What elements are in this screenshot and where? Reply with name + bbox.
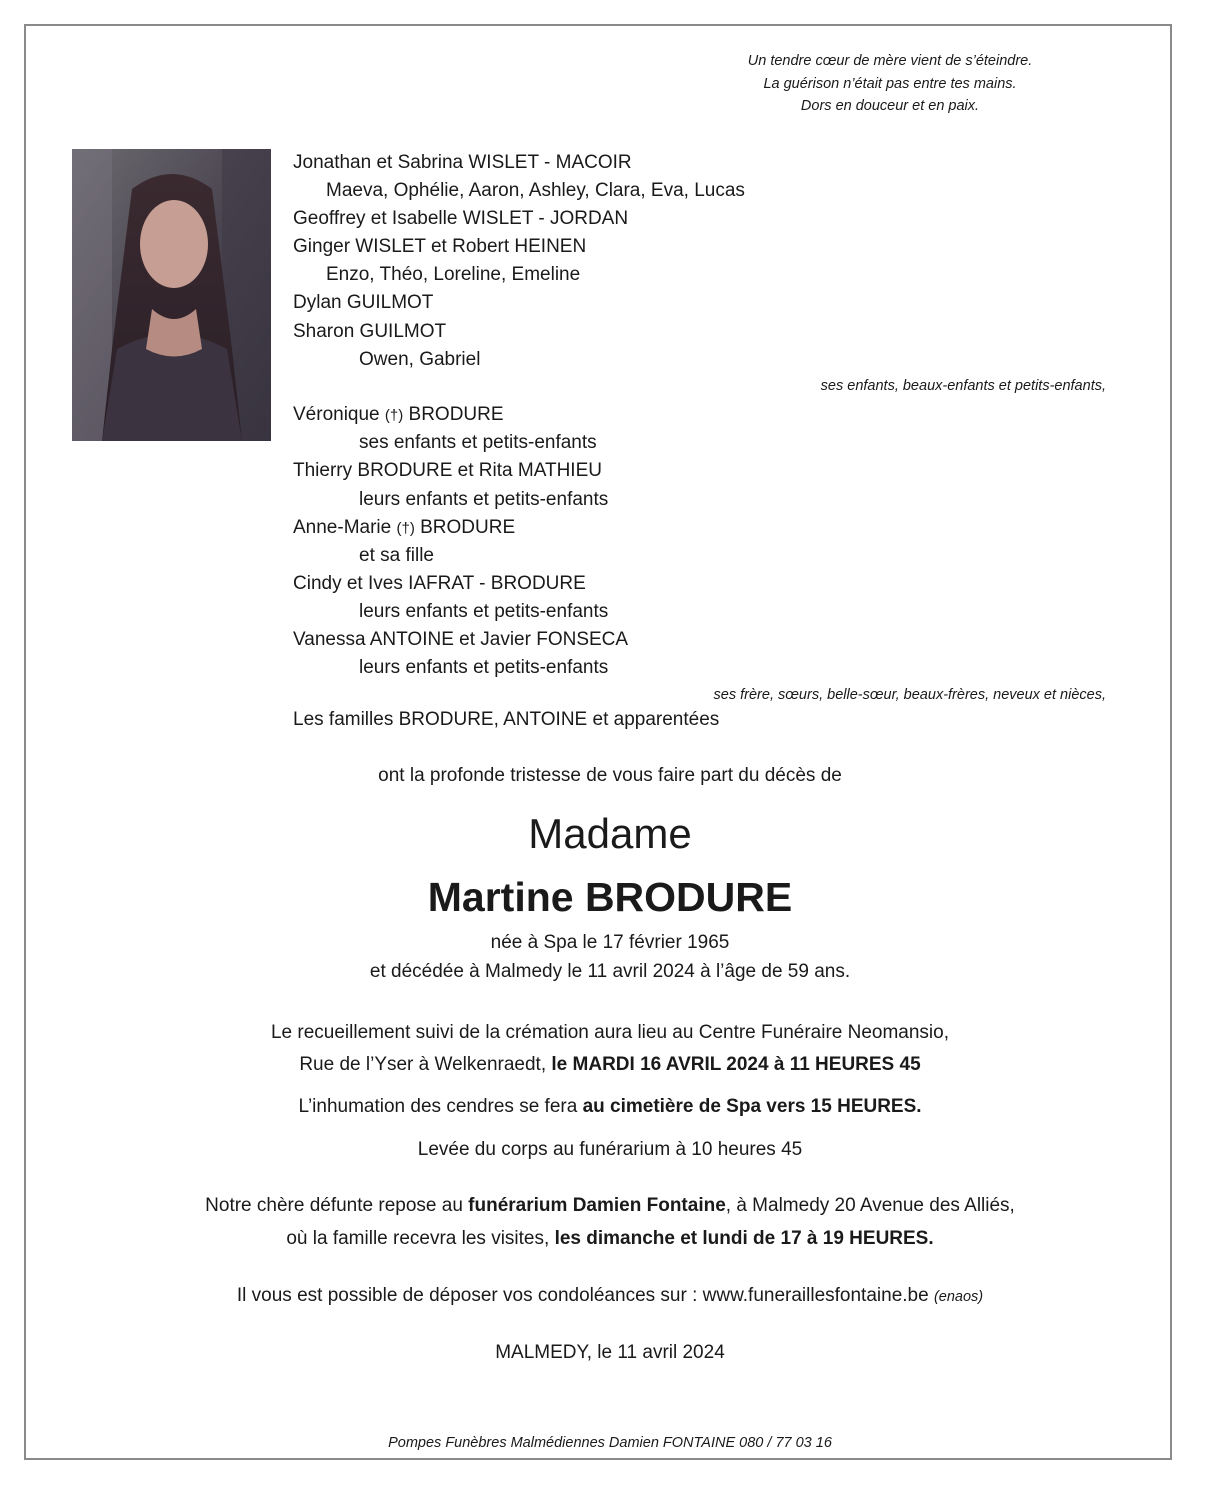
family-line: Geoffrey et Isabelle WISLET - JORDAN <box>293 208 629 229</box>
family-line: leurs enfants et petits-enfants <box>359 657 609 678</box>
family-line: Sharon GUILMOT <box>293 321 447 342</box>
name-part: BRODURE <box>414 517 516 538</box>
family-line: et sa fille <box>359 545 434 566</box>
family-line: Cindy et Ives IAFRAT - BRODURE <box>293 573 586 594</box>
death-info: et décédée à Malmedy le 11 avril 2024 à l’âge de 59 ans. <box>369 961 851 982</box>
burial-location: au cimetière de Spa vers 15 HEURES. <box>582 1096 922 1117</box>
family-line: Jonathan et Sabrina WISLET - MACOIR <box>293 152 632 173</box>
footer-text: Pompes Funèbres Malmédiennes Damien FONTAINE 080 / 77 03 16 <box>388 1435 832 1451</box>
family-line: Enzo, Théo, Loreline, Emeline <box>326 264 581 285</box>
ceremony-text <box>0 1054 1220 1076</box>
deceased-mark: (†) <box>384 407 404 424</box>
family-line <box>293 517 515 539</box>
family-line: Dylan GUILMOT <box>293 292 434 313</box>
deceased-name: Martine BRODURE <box>427 874 793 920</box>
deceased-mark: (†) <box>396 520 415 537</box>
text-part: Notre chère défunte repose au <box>205 1195 469 1216</box>
name-part: Anne-Marie <box>293 517 397 538</box>
poem-line: La guérison n’était pas entre tes mains. <box>763 75 1017 92</box>
family-line: Les familles BRODURE, ANTOINE et apparentées <box>293 709 720 730</box>
funeral-home-text <box>0 1195 1220 1217</box>
family-caption: ses enfants, beaux-enfants et petits-enfants, <box>820 378 1106 394</box>
poem-line: Dors en douceur et en paix. <box>800 98 980 114</box>
text-part: où la famille recevra les visites, <box>286 1228 555 1249</box>
condolences-text <box>0 1285 1220 1307</box>
text-part: Rue de l’Yser à Welkenraedt, <box>299 1054 552 1075</box>
family-line: ses enfants et petits-enfants <box>359 432 597 453</box>
family-line: Vanessa ANTOINE et Javier FONSECA <box>293 629 629 650</box>
departure-text: Levée du corps au funérarium à 10 heures 45 <box>417 1139 803 1160</box>
name-part: BRODURE <box>403 404 504 425</box>
funeral-home-name: funérarium Damien Fontaine <box>468 1195 726 1216</box>
portrait-photo <box>72 149 271 441</box>
text-part: , à Malmedy 20 Avenue des Alliés, <box>725 1195 1015 1216</box>
place-date: MALMEDY, le 11 avril 2024 <box>495 1342 725 1363</box>
name-part: Véronique <box>293 404 385 425</box>
text-part: L’inhumation des cendres se fera <box>298 1096 583 1117</box>
honorific: Madame <box>528 810 692 857</box>
portrait-image <box>72 149 271 441</box>
visits-text <box>0 1228 1220 1250</box>
ceremony-text: Le recueillement suivi de la crémation aura lieu au Centre Funéraire Neomansio, <box>270 1022 950 1043</box>
poem <box>680 50 1100 118</box>
visits-schedule: les dimanche et lundi de 17 à 19 HEURES. <box>554 1228 934 1249</box>
text-part: Il vous est possible de déposer vos condoléances sur : www.funeraillesfontaine.be <box>236 1285 934 1306</box>
family-line <box>293 404 504 426</box>
ceremony-datetime: le MARDI 16 AVRIL 2024 à 11 HEURES 45 <box>551 1054 921 1075</box>
family-line: Owen, Gabriel <box>359 349 481 370</box>
family-line: leurs enfants et petits-enfants <box>359 601 609 622</box>
condolences-note: (enaos) <box>933 1289 984 1305</box>
poem-line: Un tendre cœur de mère vient de s’éteindre. <box>747 53 1033 69</box>
birth-info: née à Spa le 17 février 1965 <box>490 932 730 953</box>
announcement-intro: ont la profonde tristesse de vous faire part du décès de <box>378 765 842 786</box>
family-line: leurs enfants et petits-enfants <box>359 489 609 510</box>
burial-text <box>0 1096 1220 1118</box>
family-line: Thierry BRODURE et Rita MATHIEU <box>293 460 602 481</box>
family-line: Maeva, Ophélie, Aaron, Ashley, Clara, Eva, Lucas <box>326 180 745 201</box>
family-caption: ses frère, sœurs, belle-sœur, beaux-frères, neveux et nièces, <box>713 687 1106 703</box>
family-line: Ginger WISLET et Robert HEINEN <box>293 236 587 257</box>
